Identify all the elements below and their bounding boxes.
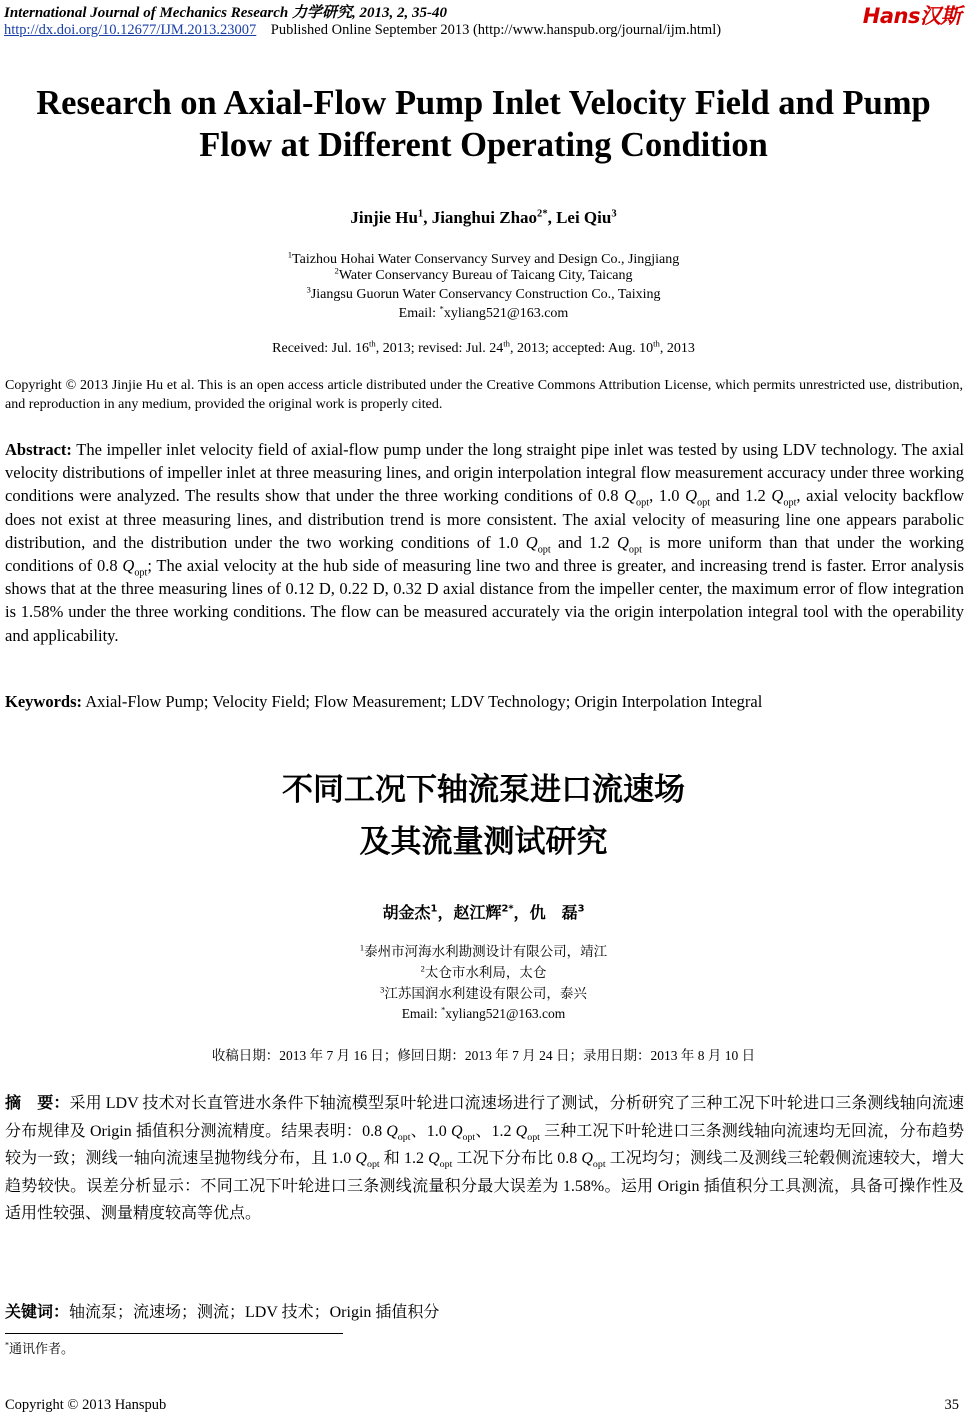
keywords-cn-text: 轴流泵；流速场；测流；LDV 技术；Origin 插值积分 bbox=[69, 1304, 440, 1321]
dates-cn: 收稿日期：2013 年 7 月 16 日；修回日期：2013 年 7 月 24 日；录用日期：2013 年 8 月 10 日 bbox=[211, 1048, 756, 1063]
paper-title-cn bbox=[0, 764, 967, 868]
affiliation-cn-2 bbox=[0, 962, 967, 983]
ordinal-sup: th bbox=[368, 338, 376, 349]
abstract-text: 和 1.2 bbox=[379, 1150, 429, 1167]
q-symbol: Q bbox=[624, 486, 637, 506]
author-3-affil: 3 bbox=[611, 208, 617, 220]
q-symbol: Q bbox=[386, 1122, 398, 1140]
affiliation-en-2 bbox=[0, 266, 967, 286]
q-symbol: Q bbox=[771, 486, 784, 506]
q-subscript: opt bbox=[783, 497, 797, 509]
email-cn bbox=[0, 1003, 967, 1024]
q-symbol: Q bbox=[617, 532, 629, 552]
affil-marker: 2 bbox=[420, 964, 425, 974]
q-subscript: opt bbox=[537, 544, 551, 556]
q-subscript: opt bbox=[636, 497, 650, 509]
abstract-text: The impeller inlet velocity field of axial-flow pump under the long straight pipe inlet was tested by using LDV technology. The axial velocity distributions of impeller inlet at three measuring lines, and origin interpolation integral flow measurement accuracy under three working conditions were analyzed. The results show that under the three working conditions of 0.8 bbox=[5, 440, 964, 506]
affiliation-cn-3 bbox=[0, 983, 967, 1004]
affiliation-en-3 bbox=[0, 285, 967, 305]
q-symbol: Q bbox=[581, 1150, 593, 1167]
q-symbol: Q bbox=[355, 1150, 367, 1167]
affil-text: 江苏国润水利建设有限公司，泰兴 bbox=[384, 986, 587, 1001]
abstract-text: ; The axial velocity at the hub side of measuring line two and three is greater, and increasing trend is faster. Error analysis shows that at the three measuring lines of 0.12 D, 0.22 D, 0.32 D axial distance from the impeller center, the maximum error of flow integration is 1.58% under the three working conditions. The flow can be measured accurately via the origin interpolation integral tool with the operability and applicability. bbox=[5, 556, 964, 645]
author-cn-1-affil: 1 bbox=[430, 903, 438, 915]
title-en-line-1: Research on Axial-Flow Pump Inlet Velocity Field and Pump bbox=[36, 84, 931, 122]
author-1-affil: 1 bbox=[417, 208, 424, 220]
q-subscript: opt bbox=[439, 1159, 453, 1171]
email-label: Email: bbox=[398, 306, 440, 321]
copyright-notice: Copyright © 2013 Jinjie Hu et al. This is an open access article distributed under the Creative Commons Attribution License, which permits unrestricted use, distribution, and reproduction in any medium, provided the original work is properly cited. bbox=[5, 378, 963, 412]
q-subscript: opt bbox=[628, 544, 642, 556]
abstract-text: 采用 LDV 技术对长直管进水条件下轴流模型泵叶轮进口流速场进行了测试，分析研究了三种工况下叶轮进口三条测线轴向流速分布规律及 Origin 插值积分测流精度。结果表明：0.8 bbox=[5, 1095, 964, 1140]
authors-cn bbox=[0, 900, 967, 923]
affil-marker: 2 bbox=[334, 265, 339, 276]
page-number: 35 bbox=[944, 1397, 959, 1413]
abstract-text: is more uniform than that under the working conditions of 0.8 bbox=[5, 532, 965, 576]
title-en-line-2: Flow at Different Operating Condition bbox=[199, 126, 768, 164]
authors-en: Jinjie Hu$^1$, Jianghui Zhao$^{2*}$, Lei Qiu$^3$ bbox=[350, 208, 617, 227]
affil-marker: 3 bbox=[380, 985, 385, 995]
q-symbol: Q bbox=[525, 532, 538, 552]
title-cn-line-2: 及其流量测试研究 bbox=[359, 824, 608, 860]
q-symbol: Q bbox=[515, 1122, 528, 1140]
abstract-text: and 1.2 bbox=[710, 486, 772, 506]
affil-marker: 3 bbox=[306, 284, 311, 295]
q-subscript: opt bbox=[527, 1131, 540, 1143]
separator: ， bbox=[513, 903, 530, 922]
abstract-text: 、1.0 bbox=[410, 1122, 451, 1140]
affil-text: Taizhou Hohai Water Conservancy Survey and Design Co., Jingjiang bbox=[292, 252, 680, 267]
author-cn-1: 胡金杰 bbox=[382, 903, 431, 922]
footnote-text: 通讯作者。 bbox=[9, 1341, 75, 1356]
q-symbol: Q bbox=[450, 1122, 463, 1140]
author-cn-2: 赵江辉 bbox=[453, 903, 502, 922]
author-cn-2-affil: 2* bbox=[501, 903, 514, 915]
separator: ， bbox=[437, 903, 454, 922]
affil-text: 太仓市水利局，太仓 bbox=[424, 965, 547, 980]
title-cn-line-1: 不同工况下轴流泵进口流速场 bbox=[282, 772, 685, 808]
hans-logo: Hans汉斯 bbox=[862, 4, 961, 28]
affil-marker: 1 bbox=[359, 943, 365, 953]
abstract-text: 、1.2 bbox=[475, 1122, 516, 1140]
email-en bbox=[0, 304, 967, 324]
abstract-text: and 1.2 bbox=[550, 532, 617, 552]
author-cn-3: 仇 磊 bbox=[529, 903, 578, 922]
affil-text: 泰州市河海水利勘测设计有限公司，靖江 bbox=[364, 944, 608, 959]
abstract-text: 工况均匀；测线二及测线三轮毂侧流速较大，增大趋势较快。误差分析显示：不同工况下叶轮进口三条测线流量积分最大误差为 1.58%。运用 Origin 插值积分工具测流，具备可操作性及适用性较强、测量精度较高等优点。 bbox=[5, 1150, 964, 1222]
abstract-text: , 1.0 bbox=[649, 486, 686, 506]
keywords-label: Keywords: bbox=[5, 692, 82, 711]
ordinal-sup: th bbox=[503, 338, 511, 349]
author-2-affil: 2* bbox=[537, 208, 548, 220]
keywords-cn-label: 关键词： bbox=[5, 1302, 70, 1321]
q-subscript: opt bbox=[462, 1131, 476, 1143]
email-address: xyliang521@163.com bbox=[445, 1006, 566, 1021]
accepted-date: , 2013; accepted: Aug. 10 bbox=[510, 341, 654, 356]
date-tail: , 2013 bbox=[659, 341, 695, 356]
dates-en bbox=[0, 338, 967, 357]
abstract-text: 工况下分布比 0.8 bbox=[452, 1150, 582, 1167]
received-date: Received: Jul. 16 bbox=[272, 341, 369, 356]
corresponding-star: * bbox=[439, 303, 444, 314]
paper-title-en bbox=[0, 82, 967, 166]
author-2: Jianghui Zhao bbox=[431, 208, 538, 227]
affil-text: Jiangsu Guorun Water Conservancy Construction Co., Taixing bbox=[310, 287, 661, 302]
abstract-cn bbox=[5, 1089, 964, 1228]
affiliation-cn-1 bbox=[0, 941, 967, 962]
journal-header: International Journal of Mechanics Research 力学研究, 2013, 2, 35-40 bbox=[4, 5, 447, 21]
corresponding-star: * bbox=[441, 1005, 446, 1015]
keywords-cn bbox=[5, 1299, 964, 1322]
doi-line bbox=[4, 22, 721, 39]
q-symbol: Q bbox=[428, 1150, 440, 1167]
abstract-label: Abstract: bbox=[5, 440, 72, 459]
affil-marker: 1 bbox=[287, 249, 293, 260]
q-subscript: opt bbox=[397, 1131, 411, 1143]
abstract-cn-label: 摘 要： bbox=[5, 1093, 70, 1112]
author-1: Jinjie Hu bbox=[350, 208, 418, 227]
ordinal-sup: th bbox=[653, 338, 660, 349]
affil-text: Water Conservancy Bureau of Taicang City, Taicang bbox=[338, 268, 633, 283]
q-subscript: opt bbox=[592, 1159, 606, 1171]
revised-date: , 2013; revised: Jul. 24 bbox=[375, 341, 504, 356]
doi-link[interactable]: http://dx.doi.org/10.12677/IJM.2013.23007 bbox=[4, 22, 257, 38]
published-note: Published Online September 2013 (http://www.hanspub.org/journal/ijm.html) bbox=[270, 22, 722, 38]
footnote-star: * bbox=[5, 1340, 10, 1350]
footer-copyright: Copyright © 2013 Hanspub bbox=[5, 1397, 167, 1413]
q-subscript: opt bbox=[134, 567, 148, 579]
keywords-en bbox=[5, 690, 964, 713]
email-address: xyliang521@163.com bbox=[443, 306, 569, 321]
footnote bbox=[5, 1338, 74, 1357]
q-symbol: Q bbox=[122, 556, 135, 576]
abstract-text: 三种工况下叶轮进口三条测线轴向流速均无回流，分布趋势较为一致；测线一轴向流速呈抛物线分布，且 1.0 bbox=[5, 1122, 964, 1167]
q-symbol: Q bbox=[685, 486, 698, 506]
keywords-text: Axial-Flow Pump; Velocity Field; Flow Measurement; LDV Technology; Origin Interpolation Integral bbox=[82, 692, 763, 711]
q-subscript: opt bbox=[366, 1159, 380, 1171]
email-label: Email: bbox=[401, 1006, 442, 1021]
abstract-en bbox=[5, 438, 964, 647]
q-subscript: opt bbox=[697, 497, 711, 509]
abstract-text: , axial velocity backflow does not exist at three measuring lines, and distribution trend is more consistent. The axial velocity of measuring line one appears parabolic distribution, and the distribution under the two working conditions of 1.0 bbox=[5, 486, 965, 552]
author-3: Lei Qiu bbox=[556, 208, 612, 227]
footnote-rule bbox=[5, 1333, 343, 1334]
author-cn-3-affil: 3 bbox=[577, 903, 585, 915]
